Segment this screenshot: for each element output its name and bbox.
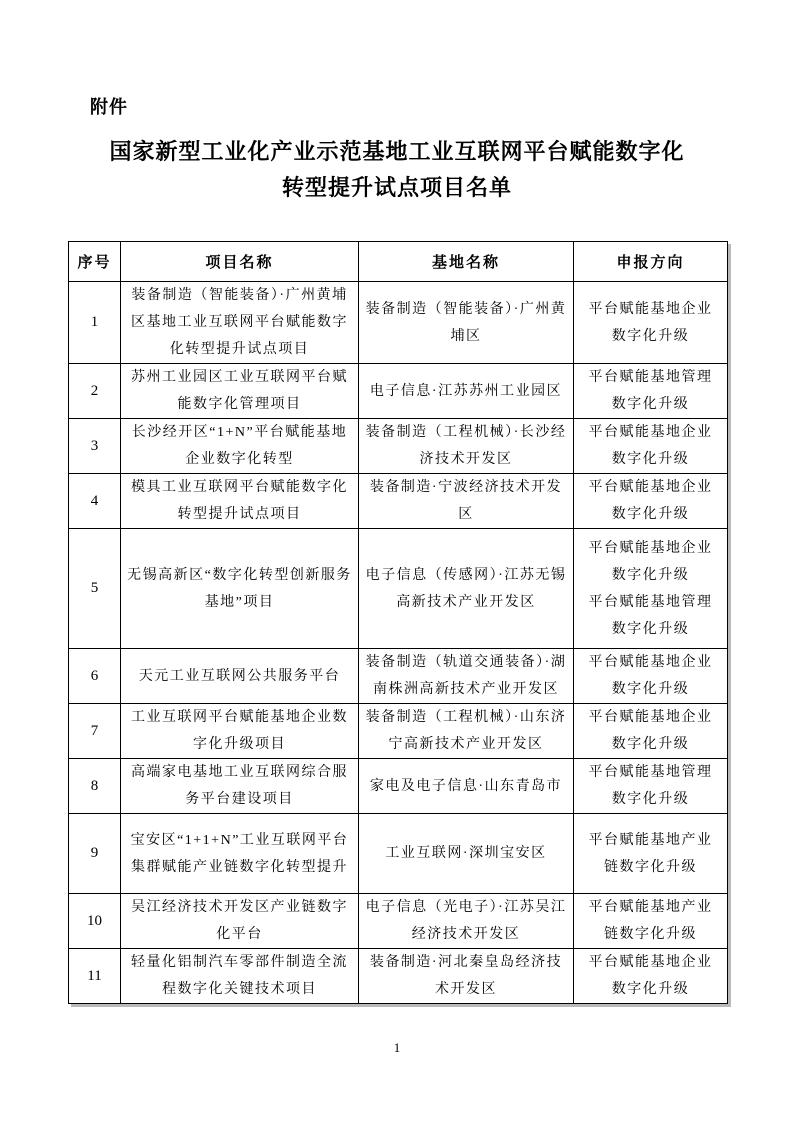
direction-cell: [574, 364, 728, 419]
direction-item: 平台赋能基地企业数字化升级: [588, 301, 713, 344]
direction-cell: [574, 894, 728, 949]
base-name-cell: 装备制造（轨道交通装备）·湖南株洲高新技术产业开发区: [359, 649, 574, 704]
row-number-cell: 5: [69, 529, 121, 649]
direction-cell: [574, 282, 728, 364]
table-row: [69, 649, 728, 704]
direction-cell: [574, 814, 728, 894]
project-name-cell: 无锡高新区“数字化转型创新服务基地”项目: [121, 529, 359, 649]
table-row: [69, 894, 728, 949]
base-name-cell: 电子信息（光电子）·江苏吴江经济技术开发区: [359, 894, 574, 949]
project-name-cell: 工业互联网平台赋能基地企业数字化升级项目: [121, 704, 359, 759]
table-row: [69, 814, 728, 894]
row-number-cell: 11: [69, 949, 121, 1004]
row-number-cell: 2: [69, 364, 121, 419]
base-name-cell: 电子信息（传感网）·江苏无锡高新技术产业开发区: [359, 529, 574, 649]
table-row: [69, 704, 728, 759]
table-header: [69, 242, 728, 282]
header-serial-number: 序号: [69, 242, 121, 282]
direction-item: 平台赋能基地企业数字化升级: [588, 655, 713, 697]
document-title-line1: 国家新型工业化产业示范基地工业互联网平台赋能数字化: [109, 139, 685, 164]
direction-item: 平台赋能基地管理数字化升级: [588, 765, 713, 807]
direction-cell: [574, 949, 728, 1004]
project-name-cell: 模具工业互联网平台赋能数字化转型提升试点项目: [121, 474, 359, 529]
table-body: [69, 282, 728, 1004]
header-application-direction: 申报方向: [574, 242, 728, 282]
document-title: [0, 134, 794, 206]
base-name-cell: 装备制造（工程机械）·长沙经济技术开发区: [359, 419, 574, 474]
project-list-table: [68, 241, 728, 1004]
table-row: [69, 474, 728, 529]
row-number-cell: 8: [69, 759, 121, 814]
table-row: [69, 529, 728, 649]
direction-item: 平台赋能基地企业数字化升级: [588, 540, 713, 583]
row-number-cell: 10: [69, 894, 121, 949]
table-row: [69, 282, 728, 364]
direction-item: 平台赋能基地管理数字化升级: [588, 370, 713, 412]
direction-cell: [574, 529, 728, 649]
base-name-cell: 电子信息·江苏苏州工业园区: [359, 364, 574, 419]
row-number-cell: 1: [69, 282, 121, 364]
direction-item: 平台赋能基地管理数字化升级: [588, 594, 713, 637]
direction-cell: [574, 704, 728, 759]
document-title-line2: 转型提升试点项目名单: [281, 175, 512, 200]
header-base-name: 基地名称: [359, 242, 574, 282]
table-row: [69, 759, 728, 814]
row-number-cell: 4: [69, 474, 121, 529]
direction-item: 平台赋能基地产业链数字化升级: [588, 900, 713, 942]
header-project-name: 项目名称: [121, 242, 359, 282]
attachment-label: 附件: [90, 97, 128, 117]
direction-item: 平台赋能基地产业链数字化升级: [588, 832, 713, 875]
page-number: 1: [393, 1040, 401, 1055]
direction-cell: [574, 474, 728, 529]
row-number-cell: 7: [69, 704, 121, 759]
direction-item: 平台赋能基地企业数字化升级: [588, 480, 713, 522]
row-number-cell: 3: [69, 419, 121, 474]
row-number-cell: 6: [69, 649, 121, 704]
table-row: [69, 419, 728, 474]
direction-cell: [574, 759, 728, 814]
base-name-cell: 装备制造（智能装备）·广州黄埔区: [359, 282, 574, 364]
project-name-cell: 宝安区“1+1+N”工业互联网平台集群赋能产业链数字化转型提升: [121, 814, 359, 894]
direction-item: 平台赋能基地企业数字化升级: [588, 710, 713, 752]
table-header-row: [69, 242, 728, 282]
base-name-cell: 家电及电子信息·山东青岛市: [359, 759, 574, 814]
table-row: [69, 364, 728, 419]
project-name-cell: 长沙经开区“1+N”平台赋能基地企业数字化转型: [121, 419, 359, 474]
project-name-cell: 轻量化铝制汽车零部件制造全流程数字化关键技术项目: [121, 949, 359, 1004]
direction-item: 平台赋能基地企业数字化升级: [588, 955, 713, 997]
project-name-cell: 天元工业互联网公共服务平台: [121, 649, 359, 704]
project-name-cell: 装备制造（智能装备）·广州黄埔区基地工业互联网平台赋能数字化转型提升试点项目: [121, 282, 359, 364]
base-name-cell: 装备制造·河北秦皇岛经济技术开发区: [359, 949, 574, 1004]
project-name-cell: 吴江经济技术开发区产业链数字化平台: [121, 894, 359, 949]
project-name-cell: 苏州工业园区工业互联网平台赋能数字化管理项目: [121, 364, 359, 419]
direction-item: 平台赋能基地企业数字化升级: [588, 425, 713, 467]
base-name-cell: 工业互联网·深圳宝安区: [359, 814, 574, 894]
direction-cell: [574, 419, 728, 474]
row-number-cell: 9: [69, 814, 121, 894]
direction-cell: [574, 649, 728, 704]
base-name-cell: 装备制造·宁波经济技术开发区: [359, 474, 574, 529]
base-name-cell: 装备制造（工程机械）·山东济宁高新技术产业开发区: [359, 704, 574, 759]
project-name-cell: 高端家电基地工业互联网综合服务平台建设项目: [121, 759, 359, 814]
table-row: [69, 949, 728, 1004]
